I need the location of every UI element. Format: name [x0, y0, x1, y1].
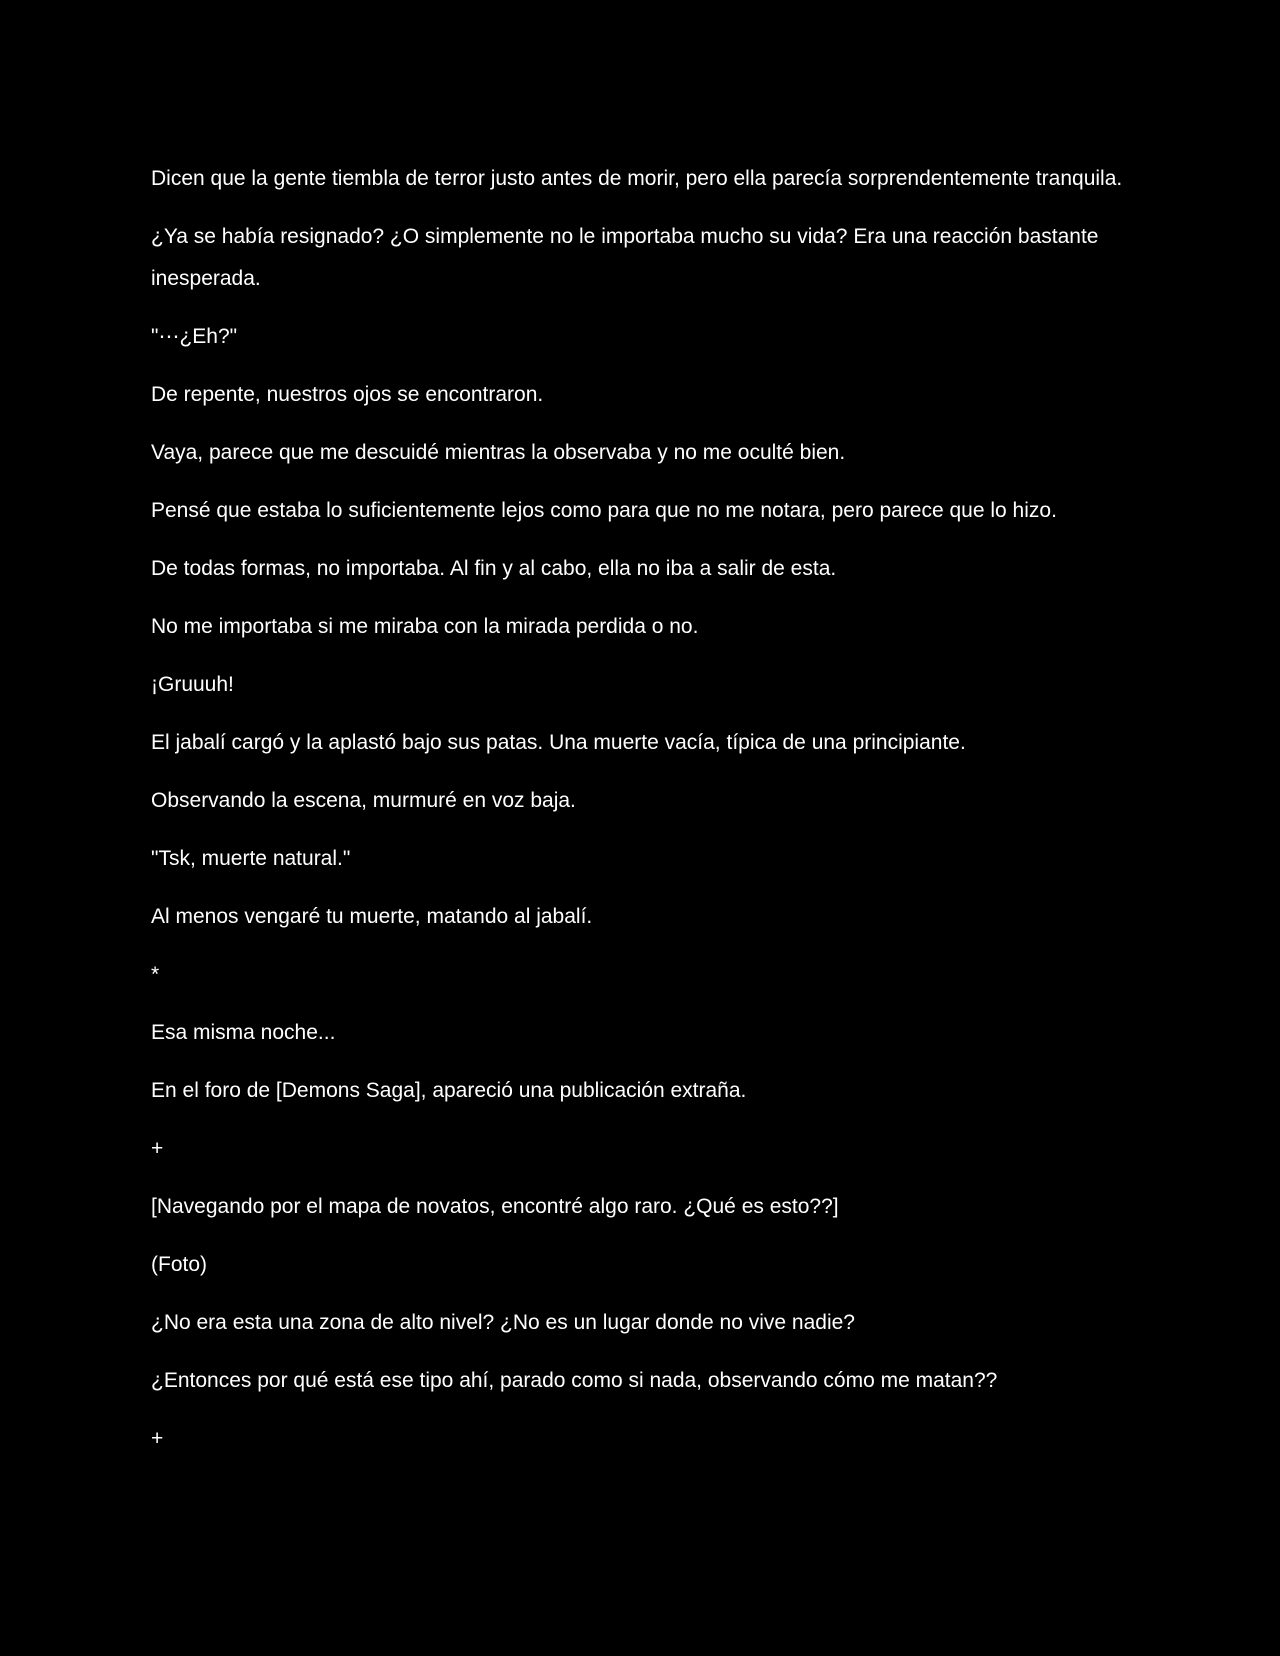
forum-post-body: ¿Entonces por qué está ese tipo ahí, parado como si nada, observando cómo me matan?? [151, 1369, 998, 1392]
forum-post-title: [Navegando por el mapa de novatos, encontré algo raro. ¿Qué es esto??] [151, 1195, 839, 1218]
text-column [151, 158, 1151, 1476]
sound-effect-line: ¡Gruuuh! [151, 673, 234, 696]
post-divider: + [151, 1427, 164, 1450]
forum-post-body: ¿No era esta una zona de alto nivel? ¿No es un lugar donde no vive nadie? [151, 1311, 855, 1334]
paragraph: De todas formas, no importaba. Al fin y al cabo, ella no iba a salir de esta. [151, 557, 837, 580]
paragraph: Dicen que la gente tiembla de terror justo antes de morir, pero ella parecía sorprendentemente tranquila. [151, 167, 1123, 190]
dialogue-line: "Tsk, muerte natural." [151, 847, 351, 870]
paragraph: Al menos vengaré tu muerte, matando al jabalí. [151, 905, 593, 928]
paragraph: Esa misma noche... [151, 1021, 336, 1044]
paragraph: Pensé que estaba lo suficientemente lejos como para que no me notara, pero parece que lo hizo. [151, 499, 1057, 522]
dialogue-line: "⋯¿Eh?" [151, 325, 238, 348]
paragraph: Observando la escena, murmuré en voz baja. [151, 789, 576, 812]
scene-break: * [151, 963, 160, 986]
paragraph: Vaya, parece que me descuidé mientras la observaba y no me oculté bien. [151, 441, 846, 464]
post-divider: + [151, 1137, 164, 1160]
paragraph: El jabalí cargó y la aplastó bajo sus patas. Una muerte vacía, típica de una principiante. [151, 731, 966, 754]
paragraph: En el foro de [Demons Saga], apareció una publicación extraña. [151, 1079, 747, 1102]
paragraph: No me importaba si me miraba con la mirada perdida o no. [151, 615, 699, 638]
paragraph: De repente, nuestros ojos se encontraron. [151, 383, 544, 406]
forum-post-photo-note: (Foto) [151, 1253, 208, 1276]
paragraph: ¿Ya se había resignado? ¿O simplemente no le importaba mucho su vida? Era una reacción bastante inesperada. [151, 225, 1099, 290]
